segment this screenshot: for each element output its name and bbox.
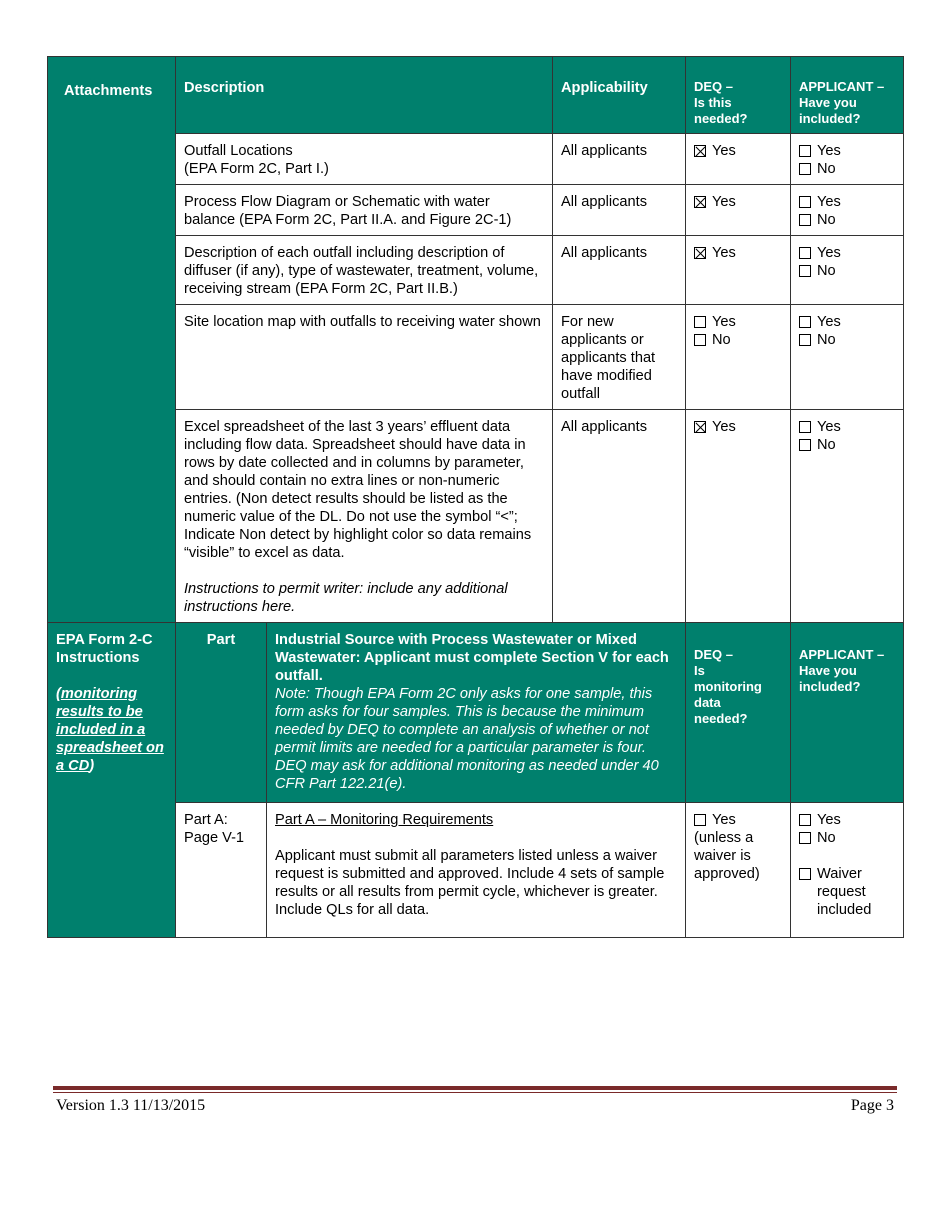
checked-checkbox-icon[interactable] [694,247,706,259]
applicant-cell [791,134,904,185]
footer-rule [53,1086,897,1090]
attachments-side-label: Attachments [48,57,176,623]
side-note: (monitoring results to be included in a spreadsheet on a CD) [56,686,164,774]
checkbox-icon[interactable] [694,814,706,826]
row-applicability: All applicants [553,410,686,623]
applicant-cell [791,236,904,305]
deq-cell [686,305,791,410]
deq-cell [686,803,791,938]
permit-writer-note: Instructions to permit writer: include any additional instructions here. [184,581,508,615]
deq-cell [686,185,791,236]
epa-form-side-label [48,623,176,938]
applicant-no-option[interactable]: No [799,331,895,349]
checkbox-icon[interactable] [799,247,811,259]
checkbox-icon[interactable] [799,145,811,157]
part-header: Part [176,623,267,803]
checkbox-icon[interactable] [799,316,811,328]
applicant-no-option[interactable]: No [799,160,895,178]
checkbox-icon[interactable] [799,265,811,277]
deq-yes-option[interactable]: Yes [694,244,782,262]
applicant-cell [791,185,904,236]
spreadsheet-description: Excel spreadsheet of the last 3 years’ effluent data including flow data. Spreadsheet should have data in rows by date collected and in columns by parameter, and should contain no extra lines or non-numeric entries. (Non detect results should be listed as the numeric value of the DL. Do not use the symbol “<”; Indicate Non detect by highlight color so data remains “visible” to excel as data. [184,419,532,561]
deq-yes-option[interactable]: Yes [694,418,782,436]
epa-form-2c-table [47,622,904,938]
spacer [275,829,677,847]
checked-checkbox-icon[interactable] [694,196,706,208]
row-applicability: For new applicants or applicants that have modified outfall [553,305,686,410]
monitoring-results-link[interactable]: monitoring results to be included in a spreadsheet on a CD [56,686,164,774]
checkbox-icon[interactable] [799,196,811,208]
checkbox-icon[interactable] [799,439,811,451]
applicant-yes-option[interactable]: Yes [799,313,895,331]
row-description: Site location map with outfalls to receiving water shown [176,305,553,410]
deq-needed-header: DEQ – Is this needed? [686,57,791,134]
applicant-cell [791,305,904,410]
row-applicability: All applicants [553,185,686,236]
checkbox-icon[interactable] [799,814,811,826]
footer-rule-thin [53,1092,897,1093]
applicant-waiver-option[interactable]: Waiver request included [799,865,895,919]
applicant-no-option[interactable]: No [799,262,895,280]
applicability-header: Applicability [553,57,686,134]
applicant-no-option[interactable]: No [799,829,895,847]
side-title: EPA Form 2-C Instructions [56,632,153,666]
spacer [799,847,895,865]
monitoring-requirements-body: Applicant must submit all parameters listed unless a waiver request is submitted and approved. Include 4 sets of sample results or all results from permit cycle, whichever is greater. Include QLs for all data. [275,848,665,918]
deq-yes-option[interactable]: Yes [694,313,782,331]
industrial-source-header: Industrial Source with Process Wastewater or Mixed Wastewater: Applicant must complete Section V for each outfall. Note: Though EPA Form 2C only asks for one sample, this form asks for four samples. This is because the minimum needed by DEQ to complete an analysis of whether or not permit limits are needed for a particular parameter is four. DEQ may ask for additional monitoring as needed under 40 CFR Part 122.21(e). [267,623,686,803]
row-description: Description of each outfall including description of diffuser (if any), type of wastewater, treatment, volume, receiving stream (EPA Form 2C, Part II.B.) [176,236,553,305]
applicant-yes-option[interactable]: Yes [799,142,895,160]
table-header-row [48,623,904,803]
table-row [48,305,904,410]
table-row [48,185,904,236]
applicant-yes-option[interactable]: Yes [799,244,895,262]
checked-checkbox-icon[interactable] [694,145,706,157]
checkbox-icon[interactable] [799,214,811,226]
applicant-included-header: APPLICANT – Have you included? [791,57,904,134]
applicant-yes-option[interactable]: Yes [799,193,895,211]
applicant-cell [791,410,904,623]
table-row [48,134,904,185]
checkbox-icon[interactable] [799,163,811,175]
deq-yes-option[interactable]: Yes [694,193,782,211]
applicant-yes-option[interactable]: Yes [799,811,895,829]
applicant-no-option[interactable]: No [799,211,895,229]
deq-yes-option[interactable]: Yes [694,811,782,829]
checkbox-icon[interactable] [799,868,811,880]
monitoring-requirements-cell [267,803,686,938]
deq-cell [686,236,791,305]
deq-cell [686,134,791,185]
checkbox-icon[interactable] [694,316,706,328]
monitoring-requirements-title: Part A – Monitoring Requirements [275,812,494,828]
row-applicability: All applicants [553,236,686,305]
attachments-table [47,56,904,623]
checked-checkbox-icon[interactable] [694,421,706,433]
footer-version: Version 1.3 11/13/2015 [56,1097,206,1114]
row-description [176,410,553,623]
row-description: Process Flow Diagram or Schematic with water balance (EPA Form 2C, Part II.A. and Figure 2C-1) [176,185,553,236]
deq-monitoring-header: DEQ – Is monitoring data needed? [686,623,791,803]
table-row [48,236,904,305]
deq-cell [686,410,791,623]
applicant-included-header: APPLICANT – Have you included? [791,623,904,803]
applicant-cell [791,803,904,938]
checkbox-icon[interactable] [694,334,706,346]
applicant-no-option[interactable]: No [799,436,895,454]
part-cell: Part A: Page V-1 [176,803,267,938]
checkbox-icon[interactable] [799,832,811,844]
table-row [48,410,904,623]
row-applicability: All applicants [553,134,686,185]
table-row [48,803,904,938]
deq-waiver-note: (unless a waiver is approved) [694,830,760,882]
row-description: Outfall Locations (EPA Form 2C, Part I.) [176,134,553,185]
deq-yes-option[interactable]: Yes [694,142,782,160]
deq-no-option[interactable]: No [694,331,782,349]
applicant-yes-option[interactable]: Yes [799,418,895,436]
footer-page-number: Page 3 [850,1097,894,1114]
checkbox-icon[interactable] [799,334,811,346]
checkbox-icon[interactable] [799,421,811,433]
spacer [184,562,544,580]
table-header-row [48,57,904,134]
description-header: Description [176,57,553,134]
spacer [56,667,167,685]
